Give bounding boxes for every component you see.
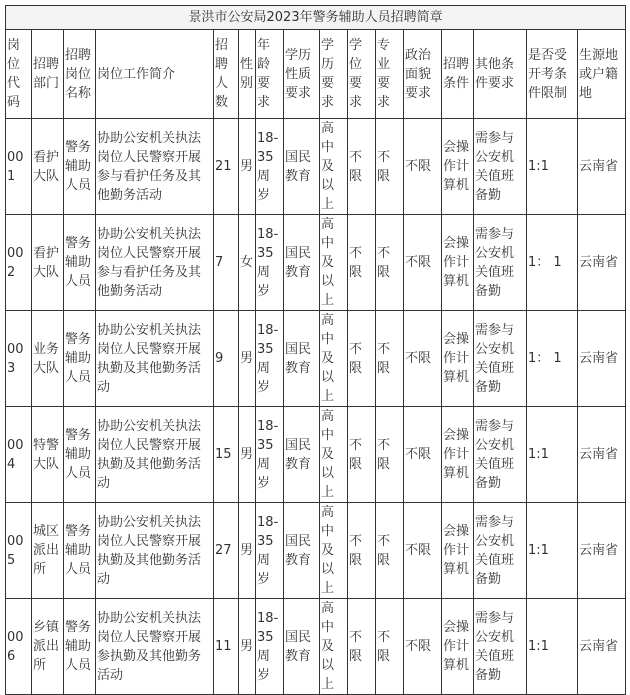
header-code: 岗位代码 — [6, 30, 32, 119]
cell-post: 警务辅助人员 — [64, 215, 96, 311]
cell-intro: 协助公安机关执法岗位人民警察开展执勤及其他勤务活动 — [96, 503, 214, 599]
cell-edu-type: 国民教育 — [284, 119, 320, 215]
cell-other: 需参与公安机关值班备勤 — [474, 407, 527, 503]
cell-code: 004 — [6, 407, 32, 503]
cell-edu: 高中及以上 — [320, 215, 348, 311]
cell-gender: 男 — [239, 311, 256, 407]
cell-origin: 云南省 — [578, 119, 626, 215]
cell-post: 警务辅助人员 — [64, 503, 96, 599]
cell-post: 警务辅助人员 — [64, 119, 96, 215]
cell-count: 21 — [214, 119, 239, 215]
cell-major: 不限 — [376, 503, 404, 599]
header-row — [6, 30, 626, 119]
cell-count: 15 — [214, 407, 239, 503]
header-major: 专业要求 — [376, 30, 404, 119]
cell-dept: 特警大队 — [32, 407, 64, 503]
cell-code: 005 — [6, 503, 32, 599]
cell-edu: 高中及以上 — [320, 311, 348, 407]
cell-gender: 男 — [239, 599, 256, 695]
cell-age: 18-35周岁 — [256, 503, 284, 599]
cell-politics: 不限 — [404, 407, 442, 503]
cell-major: 不限 — [376, 119, 404, 215]
cell-dept: 看护大队 — [32, 119, 64, 215]
cell-age: 18-35周岁 — [256, 311, 284, 407]
cell-skill: 会操作计算机 — [442, 407, 474, 503]
cell-skill: 会操作计算机 — [442, 503, 474, 599]
cell-major: 不限 — [376, 311, 404, 407]
header-politics: 政治面貌要求 — [404, 30, 442, 119]
table-row — [6, 215, 626, 311]
header-dept: 招聘部门 — [32, 30, 64, 119]
cell-intro: 协助公安机关执法岗位人民警察开展参与看护任务及其他勤务活动 — [96, 215, 214, 311]
cell-origin: 云南省 — [578, 311, 626, 407]
cell-ratio: 1:1 — [527, 119, 578, 215]
header-post: 招聘岗位名称 — [64, 30, 96, 119]
cell-count: 7 — [214, 215, 239, 311]
cell-dept: 看护大队 — [32, 215, 64, 311]
cell-politics: 不限 — [404, 599, 442, 695]
cell-degree: 不限 — [348, 407, 376, 503]
cell-other: 需参与公安机关值班备勤 — [474, 599, 527, 695]
cell-gender: 女 — [239, 215, 256, 311]
cell-post: 警务辅助人员 — [64, 407, 96, 503]
cell-major: 不限 — [376, 407, 404, 503]
cell-ratio: 1:1 — [527, 503, 578, 599]
cell-post: 警务辅助人员 — [64, 599, 96, 695]
cell-politics: 不限 — [404, 215, 442, 311]
cell-code: 003 — [6, 311, 32, 407]
cell-degree: 不限 — [348, 599, 376, 695]
cell-code: 001 — [6, 119, 32, 215]
cell-skill: 会操作计算机 — [442, 599, 474, 695]
cell-ratio: 1:1 — [527, 599, 578, 695]
header-count: 招聘人数 — [214, 30, 239, 119]
cell-age: 18-35周岁 — [256, 215, 284, 311]
header-edu: 学历要求 — [320, 30, 348, 119]
cell-post: 警务辅助人员 — [64, 311, 96, 407]
cell-other: 需参与公安机关值班备勤 — [474, 311, 527, 407]
table-row — [6, 119, 626, 215]
cell-dept: 业务大队 — [32, 311, 64, 407]
cell-intro: 协助公安机关执法岗位人民警察开展执勤及其他勤务活动 — [96, 311, 214, 407]
cell-age: 18-35周岁 — [256, 407, 284, 503]
header-other: 其他条件要求 — [474, 30, 527, 119]
cell-degree: 不限 — [348, 215, 376, 311]
cell-ratio: 1:1 — [527, 407, 578, 503]
cell-edu-type: 国民教育 — [284, 407, 320, 503]
cell-gender: 男 — [239, 119, 256, 215]
cell-dept: 城区派出所 — [32, 503, 64, 599]
cell-degree: 不限 — [348, 311, 376, 407]
cell-intro: 协助公安机关执法岗位人民警察开展执勤及其他勤务活动 — [96, 407, 214, 503]
cell-edu-type: 国民教育 — [284, 215, 320, 311]
cell-degree: 不限 — [348, 503, 376, 599]
cell-politics: 不限 — [404, 119, 442, 215]
header-intro: 岗位工作简介 — [96, 30, 214, 119]
table-title: 景洪市公安局2023年警务辅助人员招聘简章 — [6, 6, 626, 30]
cell-ratio: 1： 1 — [527, 215, 578, 311]
header-ratio: 是否受开考条件限制 — [527, 30, 578, 119]
table-row — [6, 503, 626, 599]
cell-count: 9 — [214, 311, 239, 407]
cell-other: 需参与公安机关值班备勤 — [474, 215, 527, 311]
header-age: 年龄要求 — [256, 30, 284, 119]
cell-skill: 会操作计算机 — [442, 119, 474, 215]
cell-edu-type: 国民教育 — [284, 503, 320, 599]
cell-politics: 不限 — [404, 311, 442, 407]
header-gender: 性别 — [239, 30, 256, 119]
cell-origin: 云南省 — [578, 407, 626, 503]
table-row — [6, 407, 626, 503]
cell-count: 11 — [214, 599, 239, 695]
recruitment-notice — [5, 5, 626, 695]
cell-skill: 会操作计算机 — [442, 311, 474, 407]
table-row — [6, 599, 626, 695]
cell-origin: 云南省 — [578, 215, 626, 311]
cell-age: 18-35周岁 — [256, 119, 284, 215]
cell-gender: 男 — [239, 503, 256, 599]
cell-gender: 男 — [239, 407, 256, 503]
cell-edu-type: 国民教育 — [284, 599, 320, 695]
header-degree: 学位要求 — [348, 30, 376, 119]
cell-ratio: 1： 1 — [527, 311, 578, 407]
cell-skill: 会操作计算机 — [442, 215, 474, 311]
cell-other: 需参与公安机关值班备勤 — [474, 119, 527, 215]
cell-dept: 乡镇派出所 — [32, 599, 64, 695]
header-origin: 生源地 或户籍地 — [578, 30, 626, 119]
cell-code: 002 — [6, 215, 32, 311]
cell-degree: 不限 — [348, 119, 376, 215]
cell-edu: 高中及以上 — [320, 503, 348, 599]
cell-intro: 协助公安机关执法岗位人民警察开展参与看护任务及其他勤务活动 — [96, 119, 214, 215]
cell-edu: 高中及以上 — [320, 407, 348, 503]
cell-major: 不限 — [376, 215, 404, 311]
recruitment-table — [5, 5, 626, 695]
cell-count: 27 — [214, 503, 239, 599]
cell-age: 18-35周岁 — [256, 599, 284, 695]
header-skill: 招聘条件 — [442, 30, 474, 119]
cell-edu-type: 国民教育 — [284, 311, 320, 407]
table-row — [6, 311, 626, 407]
cell-politics: 不限 — [404, 503, 442, 599]
cell-major: 不限 — [376, 599, 404, 695]
cell-edu: 高中及以上 — [320, 119, 348, 215]
cell-origin: 云南省 — [578, 599, 626, 695]
cell-origin: 云南省 — [578, 503, 626, 599]
cell-edu: 高中及以上 — [320, 599, 348, 695]
cell-intro: 协助公安机关执法岗位人民警察开展参执勤及其他勤务活动 — [96, 599, 214, 695]
cell-other: 需参与公安机关值班备勤 — [474, 503, 527, 599]
cell-code: 006 — [6, 599, 32, 695]
header-edu-type: 学历性质要求 — [284, 30, 320, 119]
